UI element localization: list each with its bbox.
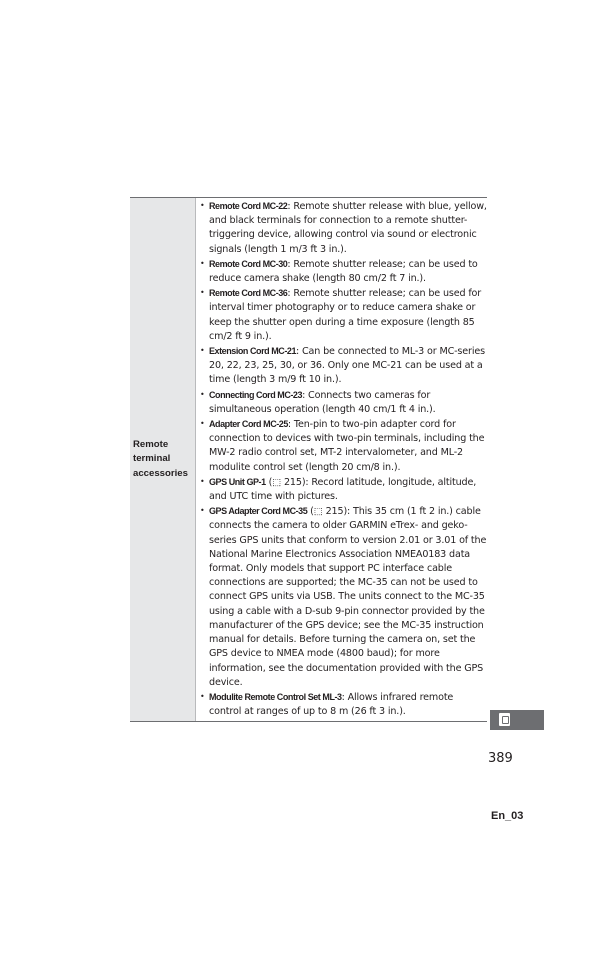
list-item — [200, 199, 487, 257]
accessory-description: : Allows infrared remote control at ranges of up to 8 m (26 ft 3 in.). — [209, 691, 454, 718]
accessory-name: Modulite Remote Control Set ML-3 — [209, 691, 342, 702]
accessory-description: : Ten-pin to two-pin adapter cord for connection to devices with two-pin terminals, including the MW-2 radio control set, MT-2 intervalometer, and ML-2 modulite control set (length 20 cm/8 in.). — [209, 419, 485, 473]
page-number: 389 — [488, 751, 513, 766]
list-item — [200, 417, 487, 475]
accessory-name: GPS Adapter Cord MC-35 — [209, 506, 308, 517]
accessory-name: Adapter Cord MC-25 — [209, 419, 288, 430]
accessory-description: (⬚ 215): Record latitude, longitude, altitude, and UTC time with pictures. — [209, 476, 477, 503]
accessory-list — [200, 199, 487, 719]
row-header-label: Remote terminal accessories — [133, 438, 188, 479]
accessory-name: Remote Cord MC-36 — [209, 288, 288, 299]
accessory-description: (⬚ 215): This 35 cm (1 ft 2 in.) cable connects the camera to older GARMIN eTrex- and geko-series GPS units that conform to version 2.01 or 3.01 of the National Marine Electronics Association NMEA0183 data format. Only models that support PC interface cable connections are supported; the MC-35 can not be used to connect GPS units via USB. The units connect to the MC-35 using a cable with a D-sub 9-pin connector provided by the manufacturer of the GPS device; see the MC-35 instruction manual for details. Before turning the camera on, set the GPS device to NMEA mode (4800 baud); for more information, see the documentation provided with the GPS device. — [209, 506, 487, 688]
row-header-cell — [130, 198, 196, 721]
list-item — [200, 690, 487, 719]
row-content-cell — [196, 198, 487, 721]
section-tab — [490, 710, 544, 730]
accessory-description: : Can be connected to ML-3 or MC-series 20, 22, 23, 25, 30, or 36. Only one MC-21 can be used at a time (length 3 m/9 ft 10 in.). — [209, 346, 485, 386]
page-code: En_03 — [491, 810, 524, 822]
list-item — [200, 388, 487, 417]
list-item — [200, 286, 487, 344]
accessory-name: Connecting Cord MC-23 — [209, 389, 303, 400]
accessory-description: : Connects two cameras for simultaneous operation (length 40 cm/1 ft 4 in.). — [209, 389, 436, 415]
accessories-table — [130, 197, 487, 722]
accessory-name: GPS Unit GP-1 — [209, 476, 266, 487]
accessory-description: : Remote shutter release; can be used to reduce camera shake (length 80 cm/2 ft 7 in.). — [209, 258, 478, 285]
accessory-name: Remote Cord MC-22 — [209, 201, 288, 211]
accessory-description: : Remote shutter release with blue, yellow, and black terminals for connection to a remote shutter-triggering device, allowing control via sound or electronic signals (length 1 m/3 ft 3 in.). — [209, 201, 487, 255]
list-item — [200, 504, 487, 690]
reference-book-icon — [499, 713, 510, 726]
accessory-name: Remote Cord MC-30 — [209, 258, 288, 269]
list-item — [200, 344, 487, 388]
accessory-name: Extension Cord MC-21 — [209, 346, 297, 357]
list-item — [200, 475, 487, 504]
list-item — [200, 257, 487, 286]
accessory-description: : Remote shutter release; can be used for interval timer photography or to reduce camera shake or keep the shutter open during a time exposure (length 85 cm/2 ft 9 in.). — [209, 288, 482, 342]
